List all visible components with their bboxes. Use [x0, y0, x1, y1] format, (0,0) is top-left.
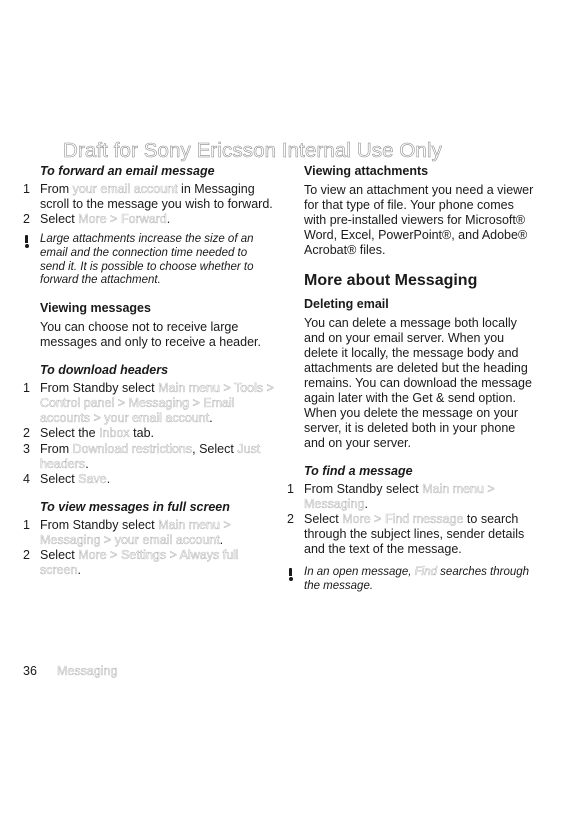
step-text: Select — [40, 212, 79, 227]
step-number: 1 — [23, 182, 30, 197]
step-text: Select — [40, 548, 79, 563]
right-column — [287, 164, 537, 593]
exclamation-note-icon — [23, 233, 40, 249]
find-note — [287, 566, 537, 593]
viewing-messages-heading: Viewing messages — [40, 300, 151, 315]
step-item — [23, 212, 275, 227]
menu-path-text: Download restrictions — [72, 441, 193, 456]
step-content — [304, 512, 537, 557]
step-number: 2 — [23, 212, 30, 227]
step-content — [40, 472, 275, 487]
forward-heading: To forward an email message — [40, 164, 215, 178]
step-text: . — [209, 411, 213, 426]
find-message-heading: To find a message — [304, 463, 413, 478]
menu-path-text: More > Settings > Always full screen — [40, 548, 239, 578]
step-number: 4 — [23, 471, 30, 486]
note-text-part: searches through the message. — [304, 566, 530, 592]
download-headers-heading: To download headers — [40, 363, 169, 378]
step-text: From — [40, 441, 73, 456]
step-number: 1 — [23, 381, 30, 396]
menu-path-text: Main menu > Tools > Control panel > Messaging > Email accounts > your email account — [40, 381, 274, 426]
step-text: From Standby select — [40, 381, 159, 396]
step-item — [287, 482, 537, 512]
step-content — [304, 482, 537, 512]
menu-path-text: your email account — [72, 182, 178, 197]
step-number: 2 — [287, 511, 294, 526]
step-content — [40, 381, 275, 426]
step-item — [23, 426, 275, 441]
deleting-email-heading: Deleting email — [304, 296, 389, 311]
step-content — [40, 518, 275, 548]
step-text: . — [106, 471, 111, 486]
menu-path-text: More > Forward — [78, 212, 167, 227]
step-text: From Standby select — [40, 517, 159, 532]
page-footer — [23, 664, 117, 678]
step-text: . — [85, 456, 89, 471]
download-steps — [23, 381, 275, 487]
page-number: 36 — [23, 664, 37, 678]
step-content — [40, 426, 275, 441]
viewing-attachments-heading: Viewing attachments — [304, 164, 429, 178]
step-item — [23, 381, 275, 426]
draft-watermark-header: Draft for Sony Ericsson Internal Use Only — [63, 139, 442, 162]
step-item — [23, 518, 275, 548]
step-text: Select — [40, 471, 79, 486]
note-text-part: In an open message, — [304, 566, 415, 579]
step-content — [40, 212, 275, 227]
full-screen-heading: To view messages in full screen — [40, 499, 230, 514]
step-number: 2 — [23, 548, 30, 563]
menu-path-text: Save — [78, 471, 107, 486]
step-text: to search through the subject lines, sender details and the text of the message. — [304, 511, 525, 556]
find-steps — [287, 482, 537, 557]
step-text: Select — [304, 511, 343, 526]
step-text: Select the — [40, 426, 100, 441]
step-number: 2 — [23, 426, 30, 441]
step-text: From Standby select — [304, 481, 423, 496]
step-item — [23, 548, 275, 578]
step-text: , Select — [192, 441, 238, 456]
step-text: . — [364, 496, 368, 511]
forward-steps — [23, 182, 275, 227]
step-number: 3 — [23, 441, 30, 456]
step-content — [40, 182, 275, 212]
footer-section: Messaging — [57, 664, 118, 678]
step-item — [287, 512, 537, 557]
step-text: . — [166, 212, 171, 227]
viewing-attachments-text: To view an attachment you need a viewer for that type of file. Your phone comes with pre-installed viewers for Microsoft® Word, Excel, PowerPoint®, and Adobe® Acrobat® files. — [304, 183, 534, 258]
menu-path-text: Inbox — [99, 426, 130, 441]
forward-note-text: Large attachments increase the size of an email and the connection time needed to send it. It is possible to choose whether to forward the attachment. — [40, 233, 254, 287]
step-item — [23, 182, 275, 212]
menu-path-text: Main menu > Messaging > your email account — [40, 517, 231, 547]
menu-path-text: Just headers — [40, 441, 261, 471]
forward-note — [23, 233, 275, 287]
step-content — [40, 548, 275, 578]
menu-path-text: More > Find message — [342, 511, 464, 526]
full-screen-steps — [23, 518, 275, 578]
step-text: . — [219, 532, 224, 547]
step-content — [40, 442, 275, 472]
exclamation-note-icon — [287, 566, 304, 582]
step-item — [23, 472, 275, 487]
menu-path-text: Main menu > Messaging — [304, 481, 495, 511]
viewing-messages-text: You can choose not to receive large messages and only to receive a header. — [40, 319, 261, 349]
deleting-email-text: You can delete a message both locally and on your email server. When you delete it locally, the message body and attachments are deleted but the heading remains. You can download the message again later with the Get & send option. When you delete the message on your server, it is deleted both in your phone and on your server. — [304, 315, 532, 451]
left-column — [23, 164, 275, 578]
menu-path-text: Find — [414, 566, 437, 579]
step-text: tab. — [129, 426, 154, 441]
step-number: 1 — [23, 517, 30, 532]
find-note-text — [304, 566, 537, 593]
step-number: 1 — [287, 481, 294, 496]
step-text: . — [77, 563, 82, 578]
step-item — [23, 442, 275, 472]
step-text: From — [40, 182, 73, 197]
step-text: in Messaging scroll to the message you wish to forward. — [40, 182, 273, 212]
more-about-messaging-heading: More about Messaging — [304, 271, 478, 289]
